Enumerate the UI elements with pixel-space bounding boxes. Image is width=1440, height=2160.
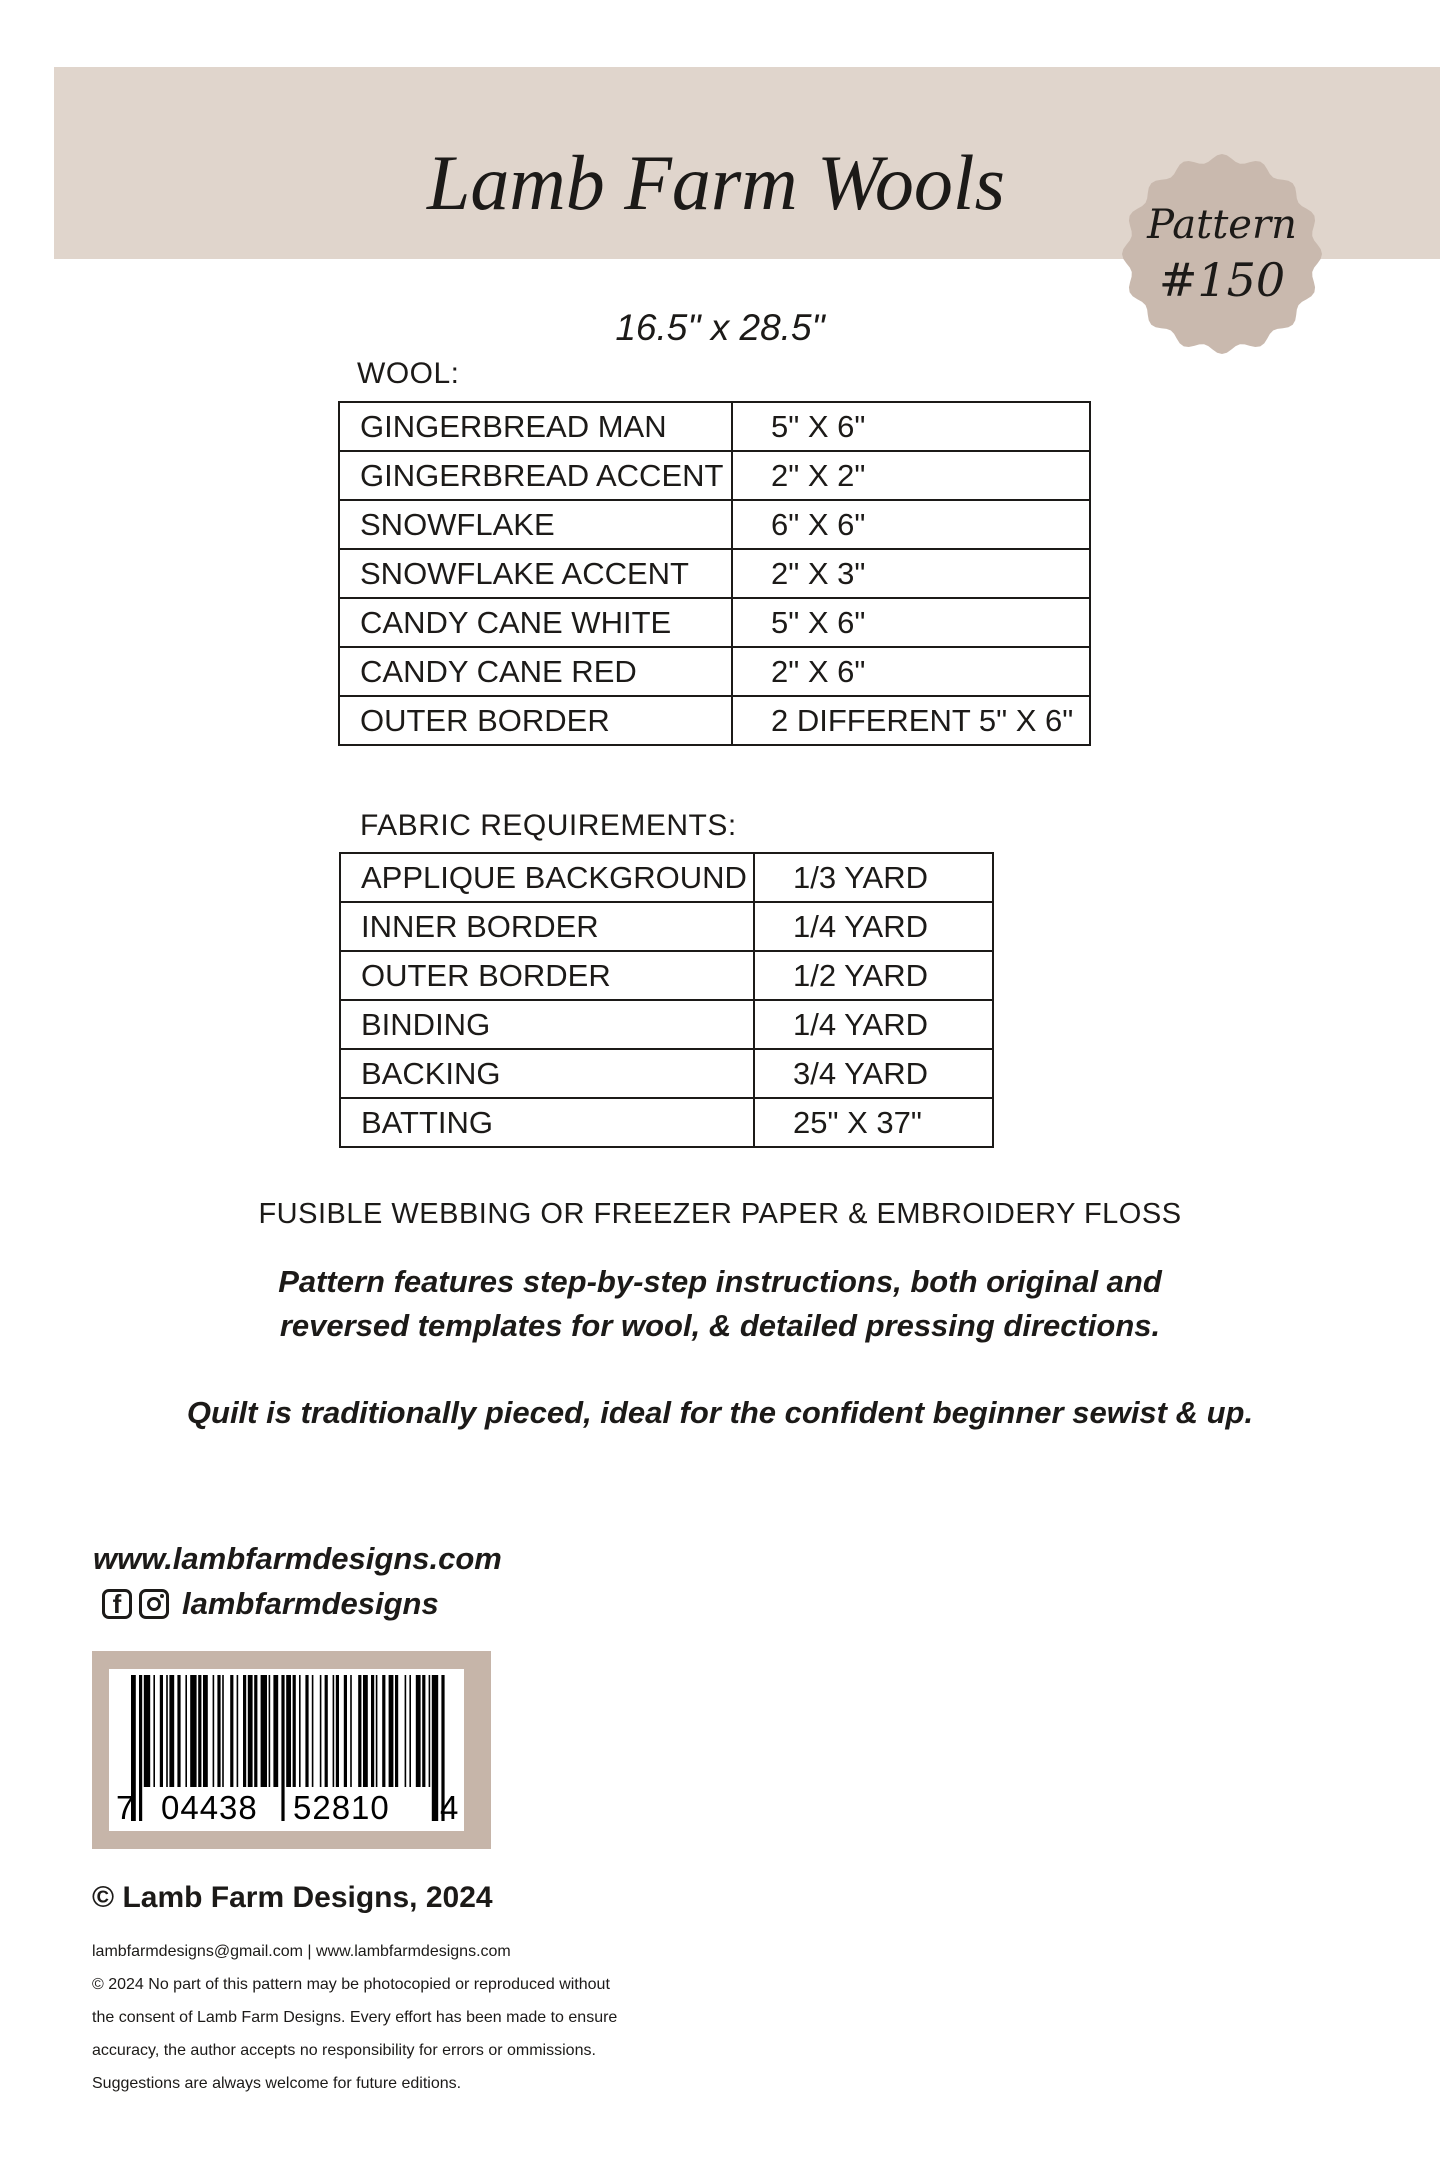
- barcode-bar: [169, 1675, 174, 1787]
- fabric-item: BATTING: [340, 1098, 754, 1147]
- wool-item: CANDY CANE RED: [339, 647, 732, 696]
- table-row: [339, 647, 1090, 696]
- wool-label: WOOL:: [357, 357, 460, 390]
- instagram-icon[interactable]: [139, 1589, 169, 1619]
- wool-item: CANDY CANE WHITE: [339, 598, 732, 647]
- table-row: [340, 1098, 993, 1147]
- wool-item: SNOWFLAKE: [339, 500, 732, 549]
- fabric-amount: 3/4 YARD: [754, 1049, 993, 1098]
- barcode-bar: [350, 1675, 352, 1787]
- fine-print-line: accuracy, the author accepts no responsibility for errors or ommissions.: [92, 2042, 596, 2059]
- barcode-bar: [222, 1675, 224, 1787]
- fabric-item: INNER BORDER: [340, 902, 754, 951]
- features-line-1: Pattern features step-by-step instructions, both original and: [278, 1264, 1162, 1299]
- wool-amount: 2" X 3": [732, 549, 1090, 598]
- barcode-bar: [333, 1675, 335, 1787]
- wool-item: GINGERBREAD ACCENT: [339, 451, 732, 500]
- barcode-bar: [237, 1675, 239, 1787]
- barcode-bar: [217, 1675, 220, 1787]
- barcode-bar: [416, 1675, 421, 1787]
- table-row: [339, 500, 1090, 549]
- barcode: [109, 1669, 464, 1831]
- barcode-bar: [382, 1675, 385, 1787]
- table-row: [339, 696, 1090, 745]
- social-handle[interactable]: lambfarmdesigns: [182, 1586, 439, 1621]
- wool-item: GINGERBREAD MAN: [339, 402, 732, 451]
- barcode-bar: [177, 1675, 180, 1787]
- barcode-bar: [344, 1675, 347, 1787]
- barcode-bar: [203, 1675, 208, 1787]
- barcode-frame: [92, 1651, 491, 1849]
- table-row: [340, 902, 993, 951]
- facebook-icon[interactable]: f: [102, 1589, 132, 1619]
- barcode-bar: [325, 1675, 328, 1787]
- barcode-bar: [261, 1675, 267, 1787]
- badge-number: #150: [1158, 253, 1286, 307]
- wool-amount: 5" X 6": [732, 402, 1090, 451]
- barcode-bar: [305, 1675, 308, 1787]
- barcode-bar: [293, 1675, 296, 1787]
- barcode-bar: [281, 1675, 284, 1821]
- table-row: [339, 402, 1090, 451]
- barcode-bar: [243, 1675, 246, 1787]
- barcode-bar: [254, 1675, 257, 1787]
- fabric-amount: 1/4 YARD: [754, 902, 993, 951]
- wool-amount: 5" X 6": [732, 598, 1090, 647]
- fabric-label: FABRIC REQUIREMENTS:: [360, 809, 737, 842]
- barcode-bar: [429, 1675, 431, 1787]
- fabric-item: BACKING: [340, 1049, 754, 1098]
- barcode-bar: [422, 1675, 425, 1787]
- social-links: [102, 1582, 439, 1626]
- barcode-bar: [299, 1675, 301, 1787]
- fabric-amount: 25" X 37": [754, 1098, 993, 1147]
- wool-amount: 2 DIFFERENT 5" X 6": [732, 696, 1090, 745]
- barcode-bar: [405, 1675, 407, 1787]
- barcode-bar: [286, 1675, 291, 1787]
- barcode-bar: [139, 1675, 142, 1821]
- wool-item: SNOWFLAKE ACCENT: [339, 549, 732, 598]
- barcode-bar: [213, 1675, 215, 1787]
- fine-print: [92, 1935, 732, 2100]
- barcode-digit-first: 7: [116, 1789, 135, 1826]
- barcode-bar: [336, 1675, 339, 1787]
- page-title: Lamb Farm Wools: [427, 139, 1005, 226]
- barcode-bar: [273, 1675, 278, 1787]
- fabric-amount: 1/2 YARD: [754, 951, 993, 1000]
- barcode-bar: [312, 1675, 314, 1787]
- badge-label: Pattern: [1147, 202, 1297, 248]
- skill-level-text: Quilt is traditionally pieced, ideal for the confident beginner sewist & up.: [186, 1395, 1254, 1430]
- barcode-bar: [320, 1675, 322, 1787]
- barcode-bar: [371, 1675, 374, 1787]
- copyright-heading: © Lamb Farm Designs, 2024: [92, 1881, 493, 1914]
- barcode-bar: [409, 1675, 411, 1787]
- wool-amount: 2" X 2": [732, 451, 1090, 500]
- fine-print-line: © 2024 No part of this pattern may be photocopied or reproduced without: [92, 1976, 610, 1993]
- barcode-group-right: 52810: [293, 1789, 390, 1826]
- barcode-bar: [395, 1675, 398, 1787]
- finished-size: 16.5" x 28.5": [615, 307, 825, 348]
- website-link[interactable]: www.lambfarmdesigns.com: [93, 1541, 502, 1576]
- fabric-amount: 1/4 YARD: [754, 1000, 993, 1049]
- barcode-group-left: 04438: [161, 1789, 258, 1826]
- table-row: [340, 951, 993, 1000]
- wool-item: OUTER BORDER: [339, 696, 732, 745]
- table-row: [340, 1000, 993, 1049]
- contact-line: lambfarmdesigns@gmail.com | www.lambfarmdesigns.com: [92, 1943, 511, 1960]
- barcode-bar: [363, 1675, 368, 1787]
- table-row: [339, 598, 1090, 647]
- barcode-bar: [248, 1675, 253, 1787]
- fine-print-line: the consent of Lamb Farm Designs. Every effort has been made to ensure: [92, 2009, 618, 2026]
- barcode-bar: [144, 1675, 150, 1787]
- notions-text: FUSIBLE WEBBING OR FREEZER PAPER & EMBROIDERY FLOSS: [258, 1198, 1182, 1230]
- barcode-bar: [160, 1675, 163, 1787]
- wool-amount: 6" X 6": [732, 500, 1090, 549]
- fabric-table: [339, 852, 994, 1148]
- wool-amount: 2" X 6": [732, 647, 1090, 696]
- table-row: [340, 1049, 993, 1098]
- barcode-bar: [153, 1675, 155, 1787]
- fine-print-line: Suggestions are always welcome for future editions.: [92, 2075, 462, 2092]
- wool-table: [338, 401, 1091, 746]
- barcode-bar: [185, 1675, 187, 1787]
- barcode-bar: [358, 1675, 361, 1787]
- features-line-2: reversed templates for wool, & detailed pressing directions.: [279, 1308, 1161, 1343]
- barcode-bar: [389, 1675, 394, 1787]
- barcode-bar: [376, 1675, 378, 1787]
- barcode-bar: [432, 1675, 438, 1821]
- barcode-bar: [269, 1675, 271, 1787]
- fabric-item: BINDING: [340, 1000, 754, 1049]
- table-row: [339, 451, 1090, 500]
- barcode-bar: [198, 1675, 201, 1787]
- table-row: [340, 853, 993, 902]
- barcode-bar: [166, 1675, 168, 1787]
- barcode-bar: [190, 1675, 196, 1787]
- fabric-item: APPLIQUE BACKGROUND: [340, 853, 754, 902]
- barcode-digit-last: 4: [440, 1789, 459, 1826]
- fabric-amount: 1/3 YARD: [754, 853, 993, 902]
- fabric-item: OUTER BORDER: [340, 951, 754, 1000]
- barcode-bar: [230, 1675, 233, 1787]
- table-row: [339, 549, 1090, 598]
